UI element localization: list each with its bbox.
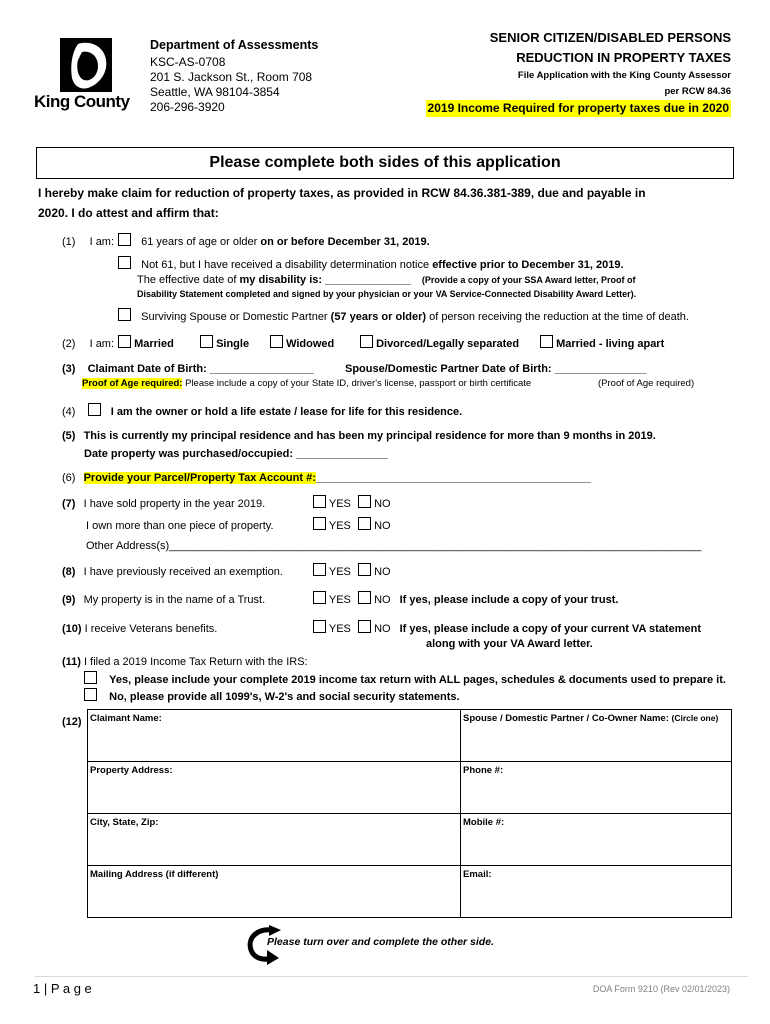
q1-age-label: 61 years of age or older <box>141 236 261 248</box>
q9-no-checkbox[interactable] <box>358 591 371 604</box>
q1-disability-checkbox[interactable] <box>118 256 131 269</box>
q2-number: (2) <box>62 338 76 350</box>
q7-own-label: I own more than one piece of property. <box>86 520 274 532</box>
q7-number: (7) <box>62 498 76 510</box>
q2-apart-checkbox[interactable] <box>540 335 553 348</box>
q2-widowed-label: Widowed <box>286 338 335 350</box>
form-title-line-1: SENIOR CITIZEN/DISABLED PERSONS <box>489 30 731 45</box>
q2-iam: I am: <box>89 338 115 350</box>
q2-married-label: Married <box>134 338 174 350</box>
claim-line-1: I hereby make claim for reduction of property taxes, as provided in RCW 84.36.381-389, due and payable in <box>38 186 646 200</box>
q1-surviving-checkbox[interactable] <box>118 308 131 321</box>
spouse-name-label: Spouse / Domestic Partner / Co-Owner Name: <box>463 713 672 724</box>
q12-number: (12) <box>62 716 82 728</box>
q3-claimant-dob[interactable]: Claimant Date of Birth: _________________ <box>87 363 314 375</box>
form-subtitle-2: per RCW 84.36 <box>664 86 731 97</box>
q1-surviving-rest: of person receiving the reduction at the time of death. <box>426 311 689 323</box>
q3-spouse-dob[interactable]: Spouse/Domestic Partner Date of Birth: _______________ <box>345 363 647 375</box>
q5-text-1: This is currently my principal residence and has been my principal residence for more than 9 months in 2019. <box>83 430 656 442</box>
q2-single-label: Single <box>216 338 250 350</box>
claimant-name-field[interactable] <box>88 710 461 762</box>
q7-sold-label: I have sold property in the year 2019. <box>83 498 266 510</box>
q3-proof-right: (Proof of Age required) <box>598 378 695 389</box>
q5-purchase-date[interactable]: Date property was purchased/occupied: _______________ <box>84 448 388 460</box>
q1-effective-label: The effective date of <box>137 274 240 286</box>
q10-number: (10) <box>62 623 82 635</box>
q8-no: NO <box>374 566 391 578</box>
q1-disability-date: effective prior to December 31, 2019. <box>432 259 624 271</box>
q1-surviving-age: (57 years or older) <box>330 311 427 323</box>
q1-effective-note: (Provide a copy of your SSA Award letter, Proof of <box>421 275 636 285</box>
property-address-label: Property Address: <box>90 765 173 776</box>
q1-effective-field: my disability is: ______________ <box>239 274 411 286</box>
income-year-banner: 2019 Income Required for property taxes due in 2020 <box>427 101 729 115</box>
footer-rule <box>35 976 748 977</box>
q10-note-2: along with your VA Award letter. <box>426 638 593 650</box>
city-state-zip-field[interactable] <box>88 814 461 866</box>
form-subtitle-1: File Application with the King County Assessor <box>517 70 731 81</box>
q8-yes: YES <box>328 566 351 578</box>
address-line-1: 201 S. Jackson St., Room 708 <box>150 70 313 84</box>
spouse-name-field[interactable] <box>461 710 732 762</box>
q1-number: (1) <box>62 236 76 248</box>
q1-iam: I am: <box>89 236 115 248</box>
q1-age-checkbox[interactable] <box>118 233 131 246</box>
phone-number: 206-296-3920 <box>150 100 225 114</box>
q7-own-yes: YES <box>328 520 351 532</box>
contact-table <box>87 709 732 918</box>
q4-text: I am the owner or hold a life estate / lease for life for this residence. <box>110 406 463 418</box>
king-county-logo-mark <box>34 36 138 94</box>
q7-other-address[interactable]: Other Address(s)_______________________________________________________________________________________ <box>86 540 702 552</box>
q1-surviving-label: Surviving Spouse or Domestic Partner <box>141 311 331 323</box>
q7-own-no: NO <box>374 520 391 532</box>
q3-number: (3) <box>62 363 76 375</box>
q10-yes: YES <box>328 623 351 635</box>
q11-yes-label: Yes, please include your complete 2019 income tax return with ALL pages, schedules & documents used to prepare it. <box>109 674 726 686</box>
q11-yes-checkbox[interactable] <box>84 671 97 684</box>
king-county-logo <box>34 36 138 116</box>
q7-own-yes-checkbox[interactable] <box>313 517 326 530</box>
q11-no-checkbox[interactable] <box>84 688 97 701</box>
q8-label: I have previously received an exemption. <box>83 566 283 578</box>
q9-label: My property is in the name of a Trust. <box>83 594 266 606</box>
q6-parcel-label: Provide your Parcel/Property Tax Account #: <box>83 472 316 484</box>
mobile-label: Mobile #: <box>463 817 505 828</box>
email-field[interactable] <box>461 866 732 918</box>
phone-label: Phone #: <box>463 765 504 776</box>
q10-no-checkbox[interactable] <box>358 620 371 633</box>
mobile-field[interactable] <box>461 814 732 866</box>
page-heading: Please complete both sides of this application <box>209 154 561 171</box>
q2-divorced-label: Divorced/Legally separated <box>376 338 520 350</box>
q8-number: (8) <box>62 566 76 578</box>
property-address-field[interactable] <box>88 762 461 814</box>
turn-over-note: Please turn over and complete the other side. <box>267 936 494 948</box>
q2-apart-label: Married - living apart <box>556 338 665 350</box>
q9-note: If yes, please include a copy of your trust. <box>399 594 619 606</box>
address-line-2: Seattle, WA 98104-3854 <box>150 85 280 99</box>
claimant-name-label: Claimant Name: <box>90 713 162 724</box>
q8-no-checkbox[interactable] <box>358 563 371 576</box>
claim-line-2: 2020. I do attest and affirm that: <box>38 206 219 220</box>
department-name: Department of Assessments <box>150 38 319 52</box>
q10-no: NO <box>374 623 391 635</box>
form-number: DOA Form 9210 (Rev 02/01/2023) <box>592 984 730 994</box>
mailing-address-field[interactable] <box>88 866 461 918</box>
q7-own-no-checkbox[interactable] <box>358 517 371 530</box>
q1-age-date: on or before December 31, 2019. <box>260 236 430 248</box>
q9-yes: YES <box>328 594 351 606</box>
q6-parcel-field[interactable]: _____________________________________________ <box>315 472 592 484</box>
q10-note-1: If yes, please include a copy of your current VA statement <box>399 623 701 635</box>
phone-field[interactable] <box>461 762 732 814</box>
q10-label: I receive Veterans benefits. <box>84 623 218 635</box>
q3-proof-required: Proof of Age required: <box>82 378 183 389</box>
q11-label: I filed a 2019 Income Tax Return with the IRS: <box>84 656 308 668</box>
q2-single-checkbox[interactable] <box>200 335 213 348</box>
q4-number: (4) <box>62 406 76 418</box>
q10-yes-checkbox[interactable] <box>313 620 326 633</box>
heading-box <box>36 147 734 179</box>
q7-sold-yes: YES <box>328 498 351 510</box>
q5-number: (5) <box>62 430 76 442</box>
email-label: Email: <box>463 869 492 880</box>
mailing-address-label: Mailing Address (if different) <box>90 869 219 880</box>
q2-widowed-checkbox[interactable] <box>270 335 283 348</box>
q1-effective-note-2: Disability Statement completed and signed by your physician or your VA Service-Connected Disability Award Letter). <box>137 289 637 299</box>
org-name: King County <box>34 92 130 111</box>
q11-number: (11) <box>62 656 81 668</box>
q7-sold-yes-checkbox[interactable] <box>313 495 326 508</box>
q2-married-checkbox[interactable] <box>118 335 131 348</box>
page-number: 1 | P a g e <box>33 981 92 996</box>
q3-proof-text: Please include a copy of your State ID, driver's license, passport or birth certificate <box>182 378 532 389</box>
q7-sold-no: NO <box>374 498 391 510</box>
q1-disability-label: Not 61, but I have received a disability determination notice <box>141 259 433 271</box>
circle-one-note: (Circle one) <box>671 713 719 723</box>
q8-yes-checkbox[interactable] <box>313 563 326 576</box>
form-title-line-2: REDUCTION IN PROPERTY TAXES <box>516 50 731 65</box>
q6-number: (6) <box>62 472 76 484</box>
q9-number: (9) <box>62 594 76 606</box>
q9-no: NO <box>374 594 391 606</box>
city-state-zip-label: City, State, Zip: <box>90 817 159 828</box>
q2-divorced-checkbox[interactable] <box>360 335 373 348</box>
q9-yes-checkbox[interactable] <box>313 591 326 604</box>
q4-checkbox[interactable] <box>88 403 101 416</box>
q11-no-label: No, please provide all 1099's, W-2's and social security statements. <box>109 691 460 703</box>
form-code: KSC-AS-0708 <box>150 55 226 69</box>
q7-sold-no-checkbox[interactable] <box>358 495 371 508</box>
